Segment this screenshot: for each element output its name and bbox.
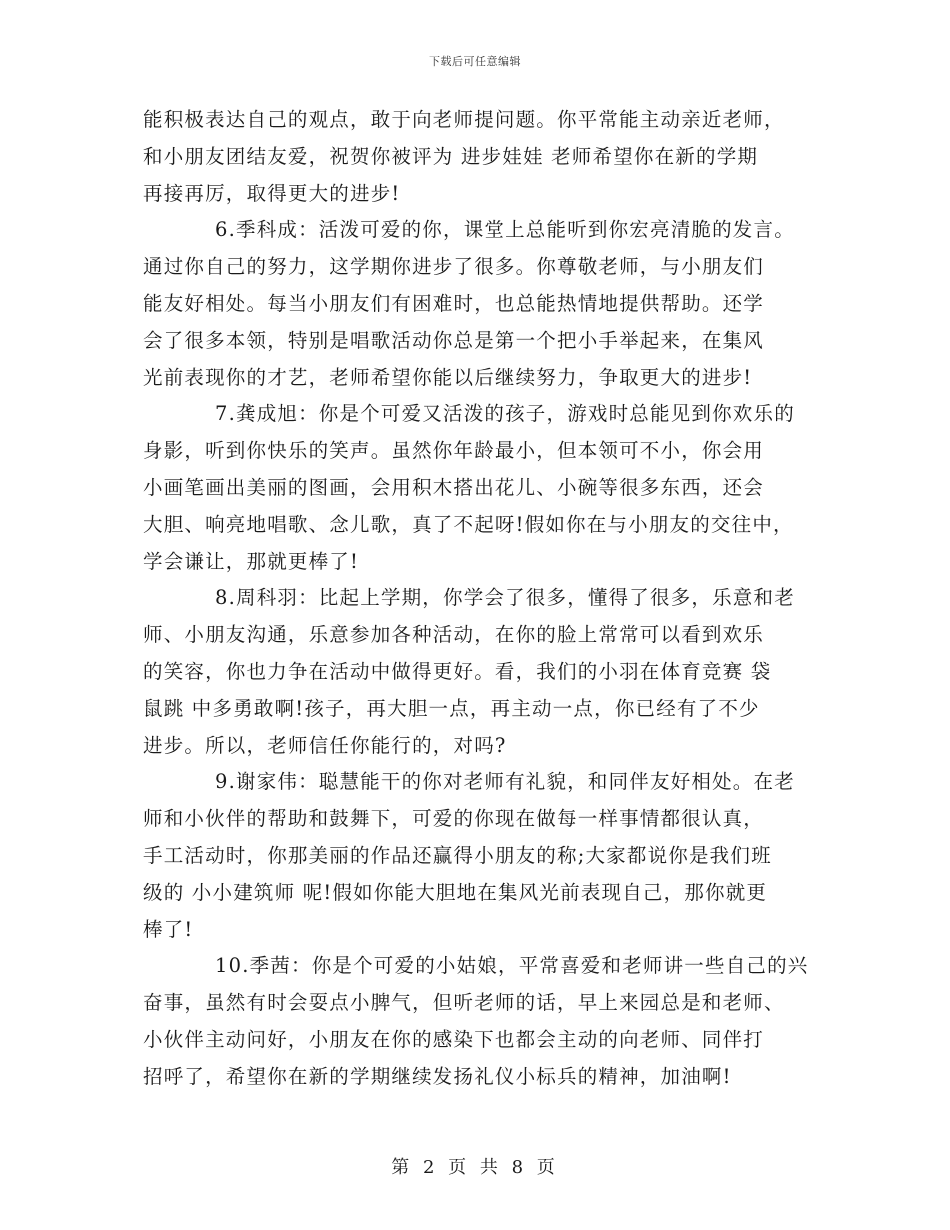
text-line: 学会谦让，那就更棒了! [143, 549, 360, 573]
text-line: 通过你自己的努力，这学期你进步了很多。你尊敬老师，与小朋友们 [143, 255, 765, 279]
document-body [143, 102, 815, 1096]
text-line: 光前表现你的才艺，老师希望你能以后继续努力，争取更大的进步! [143, 365, 753, 389]
text-line: 身影，听到你快乐的笑声。虽然你年龄最小，但本领可不小，你会用 [143, 439, 765, 463]
paragraph-start: 7.龚成旭：你是个可爱又活泼的孩子，游戏时总能见到你欢乐的 [215, 402, 795, 426]
text-line: 和小朋友团结友爱，祝贺你被评为 进步娃娃 老师希望你在新的学期 [143, 144, 759, 168]
text-line: 能友好相处。每当小朋友们有困难时，也总能热情地提供帮助。还学 [143, 291, 765, 315]
text-line: 小画笔画出美丽的图画，会用积木搭出花儿、小碗等很多东西，还会 [143, 475, 765, 499]
text-line: 奋事，虽然有时会耍点小脾气，但听老师的话，早上来园总是和老师、 [143, 991, 785, 1015]
text-line: 师、小朋友沟通，乐意参加各种活动，在你的脸上常常可以看到欢乐 [143, 623, 765, 647]
text-line: 招呼了，希望你在新的学期继续发扬礼仪小标兵的精神，加油啊! [143, 1064, 732, 1088]
paragraph-start: 10.季茜：你是个可爱的小姑娘，平常喜爱和老师讲一些自己的兴 [215, 954, 809, 978]
text-line: 大胆、响亮地唱歌、念儿歌，真了不起呀!假如你在与小朋友的交往中， [143, 512, 794, 536]
text-line: 鼠跳 中多勇敢啊!孩子，再大胆一点，再主动一点，你已经有了不少 [143, 696, 760, 720]
page-header: 下载后可任意编辑 [429, 55, 521, 68]
paragraph-start: 8.周科羽：比起上学期，你学会了很多，懂得了很多，乐意和老 [215, 586, 795, 610]
text-line: 会了很多本领，特别是唱歌活动你总是第一个把小手举起来，在集风 [143, 328, 765, 352]
paragraph-start: 9.谢家伟：聪慧能干的你对老师有礼貌，和同伴友好相处。在老 [215, 770, 795, 794]
text-line: 小伙伴主动问好，小朋友在你的感染下也都会主动的向老师、同伴打 [143, 1027, 765, 1051]
page-number: 第 2 页 共 8 页 [391, 1157, 559, 1178]
text-line: 手工活动时，你那美丽的作品还赢得小朋友的称;大家都说你是我们班 [143, 843, 772, 867]
text-line: 进步。所以，老师信任你能行的，对吗? [143, 733, 507, 757]
text-line: 级的 小小建筑师 呢!假如你能大胆地在集风光前表现自己，那你就更 [143, 880, 768, 904]
text-line: 师和小伙伴的帮助和鼓舞下，可爱的你现在做每一样事情都很认真， [143, 807, 765, 831]
text-line: 再接再厉，取得更大的进步! [143, 181, 401, 205]
text-line: 棒了! [143, 917, 194, 941]
text-line: 能积极表达自己的观点，敢于向老师提问题。你平常能主动亲近老师， [143, 108, 785, 131]
text-line: 的笑容，你也力争在活动中做得更好。看，我们的小羽在体育竞赛 袋 [143, 659, 772, 683]
paragraph-start: 6.季科成：活泼可爱的你，课堂上总能听到你宏亮清脆的发言。 [215, 218, 795, 242]
